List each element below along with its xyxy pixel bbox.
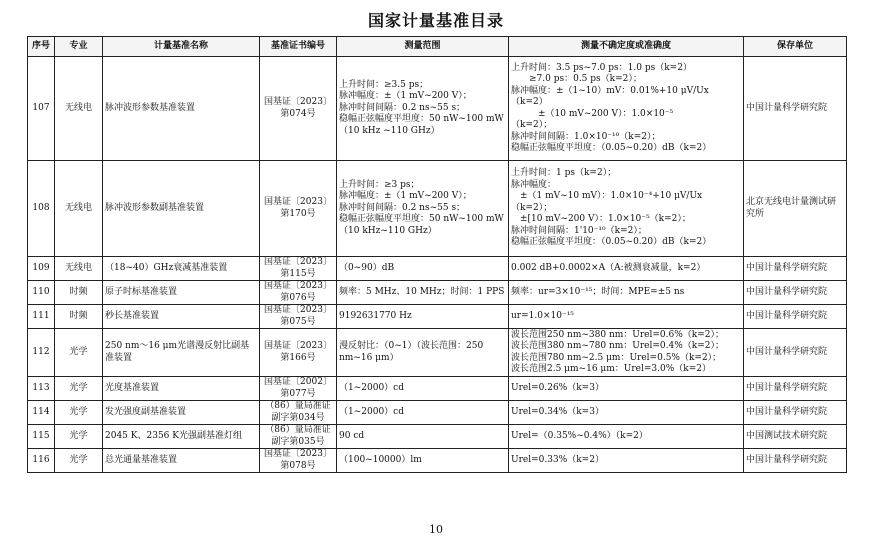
cell-name: 秒长基准装置 [103,305,260,329]
cell-cert [260,401,337,425]
cell-field: 无线电 [55,161,103,257]
cell-range [337,377,509,401]
header-no: 序号 [28,37,55,57]
cell-unit: 中国计量科学研究院 [744,401,847,425]
cell-uncertainty [509,425,744,449]
table-row [28,281,847,305]
cell-uncertainty [509,305,744,329]
cell-range-line: 脉冲时间间隔：0.2 ns~55 s； [339,202,466,213]
cell-cert [260,329,337,377]
cell-range [337,257,509,281]
cell-cert [260,377,337,401]
cell-range-line: （0~90）dB [339,262,395,273]
table-row [28,57,847,161]
cell-uncertainty-line: 稳幅正弦幅度平坦度：（0.05~0.20）dB（k=2） [511,143,712,153]
header-cert: 基准证书编号 [260,37,337,57]
cell-uncertainty-line: 上升时间：1 ps（k=2）； [511,168,617,179]
cell-range [337,329,509,377]
cell-uncertainty-line: Urel=0.33%（k=2） [511,454,604,465]
cell-range [337,281,509,305]
cell-cert-line: 第115号 [280,268,316,279]
cell-field: 光学 [55,449,103,473]
cell-unit: 中国计量科学研究院 [744,57,847,161]
cell-cert [260,257,337,281]
header-uncertainty: 测量不确定度或准确度 [509,37,744,57]
cell-range [337,305,509,329]
cell-range-line: 上升时间：≥3.5 ps； [339,79,429,90]
cell-uncertainty-line: 波长范围780 nm~2.5 μm：Urel=0.5%（k=2）； [511,352,722,363]
cell-cert [260,449,337,473]
cell-cert-line: 国基证〔2023〕 [264,341,332,351]
cell-uncertainty-line: ±（1 mV~10 mV）：1.0×10⁻⁴+10 μV/Ux [511,191,703,202]
cell-no: 109 [28,257,55,281]
cell-field: 光学 [55,425,103,449]
cell-cert [260,161,337,257]
cell-uncertainty [509,161,744,257]
cell-cert-line: 第076号 [280,292,316,303]
cell-uncertainty-line: 频率：ur=3×10⁻¹⁵；时间：MPE=±5 ns [511,286,685,297]
cell-uncertainty-line: ur=1.0×10⁻¹⁵ [511,310,574,321]
cell-unit: 中国计量科学研究院 [744,257,847,281]
cell-range-line: 漫反射比：（0~1）（波长范围：250 nm~16 μm） [339,341,484,363]
cell-no: 110 [28,281,55,305]
cell-range-line: 脉冲幅度：±（1 mV~200 V）； [339,91,472,102]
cell-name: 总光通量基准装置 [103,449,260,473]
cell-cert-line: 第170号 [280,208,316,219]
cell-range-line: （100~10000）lm [339,454,422,465]
cell-uncertainty-line: 稳幅正弦幅度平坦度：（0.05~0.20）dB（k=2） [511,237,712,248]
cell-cert-line: 国基证〔2023〕 [264,305,332,315]
cell-name: 脉冲波形参数副基准装置 [103,161,260,257]
cell-name: 250 nm～16 μm光谱漫反射比副基准装置 [103,329,260,377]
page-number: 10 [429,523,443,536]
cell-cert-line: 副字第035号 [271,436,325,447]
cell-cert-line: （86）量局准证 [265,425,331,435]
cell-name: 2045 K、2356 K光强副基准灯组 [103,425,260,449]
cell-range-line: 稳幅正弦幅度平坦度：50 nW~100 mW [339,214,504,225]
cell-range [337,57,509,161]
cell-cert-line: （86）量局准证 [265,401,331,411]
table-row [28,161,847,257]
cell-field: 无线电 [55,257,103,281]
cell-uncertainty [509,377,744,401]
cell-uncertainty-line: 波长范围250 nm~380 nm：Urel=0.6%（k=2）； [511,329,724,340]
table-row [28,305,847,329]
table-row [28,401,847,425]
cell-range [337,401,509,425]
cell-cert-line: 国基证〔2023〕 [264,197,332,207]
cell-uncertainty-line: Urel=（0.35%~0.4%）（k=2） [511,430,648,441]
header-unit: 保存单位 [744,37,847,57]
cell-cert [260,425,337,449]
cell-uncertainty-line: 脉冲时间间隔：1.0×10⁻¹⁰（k=2）； [511,131,661,142]
cell-uncertainty-line: ±[10 mV~200 V）：1.0×10⁻⁵（k=2）； [511,214,691,225]
cell-name: 光度基准装置 [103,377,260,401]
cell-cert-line: 国基证〔2002〕 [264,377,332,387]
cell-no: 116 [28,449,55,473]
header-name: 计量基准名称 [103,37,260,57]
table-row [28,329,847,377]
cell-uncertainty-line: 波长范围380 nm~780 nm：Urel=0.4%（k=2）； [511,341,724,351]
cell-name: 脉冲波形参数基准装置 [103,57,260,161]
cell-cert-line: 国基证〔2023〕 [264,281,332,291]
cell-uncertainty [509,281,744,305]
cell-uncertainty [509,329,744,377]
cell-cert-line: 第078号 [280,460,316,471]
header-field: 专业 [55,37,103,57]
cell-uncertainty-line: 脉冲幅度： [511,179,557,190]
cell-cert-line: 副字第034号 [271,412,325,423]
cell-field: 光学 [55,401,103,425]
cell-unit: 中国计量科学研究院 [744,305,847,329]
cell-field: 时频 [55,305,103,329]
cell-uncertainty-line: Urel=0.26%（k=3） [511,382,604,393]
cell-field: 光学 [55,377,103,401]
cell-no: 114 [28,401,55,425]
cell-unit: 中国计量科学研究院 [744,281,847,305]
cell-range-line: 脉冲幅度：±（1 mV~200 V）； [339,191,472,202]
cell-range-line: （1~2000）cd [339,382,404,393]
cell-cert-line: 第166号 [280,352,316,363]
cell-no: 111 [28,305,55,329]
cell-cert-line: 第075号 [280,316,316,327]
cell-no: 107 [28,57,55,161]
cell-unit: 中国计量科学研究院 [744,377,847,401]
cell-name: 原子时标基准装置 [103,281,260,305]
cell-uncertainty [509,57,744,161]
cell-name: 发光强度副基准装置 [103,401,260,425]
cell-range [337,449,509,473]
cell-uncertainty [509,257,744,281]
cell-unit: 中国测试技术研究院 [744,425,847,449]
cell-uncertainty [509,449,744,473]
cell-cert-line: 第074号 [280,108,316,119]
cell-uncertainty-line: Urel=0.34%（k=3） [511,406,604,417]
cell-field: 时频 [55,281,103,305]
cell-unit: 中国计量科学研究院 [744,449,847,473]
header-range: 测量范围 [337,37,509,57]
cell-uncertainty-line: 脉冲时间间隔：1'10⁻¹⁰（k=2）； [511,225,647,236]
cell-range-line: （1~2000）cd [339,406,404,417]
cell-range-line: 9192631770 Hz [339,310,412,321]
table-header-row [28,37,847,57]
table-row [28,377,847,401]
cell-uncertainty-line: （k=2）； [511,120,553,130]
cell-cert-line: 第077号 [280,388,316,399]
cell-uncertainty-line: 0.002 dB+0.0002×A（A:被测衰减量，k=2） [511,262,706,273]
table-row [28,257,847,281]
cell-uncertainty [509,401,744,425]
cell-cert [260,281,337,305]
cell-uncertainty-line: 脉冲幅度：±（1~10）mV：0.01%+10 μV/Ux [511,85,709,96]
cell-range-line: （10 kHz~110 GHz） [339,225,437,236]
cell-uncertainty-line: （k=2） [511,97,548,107]
cell-range-line: 90 cd [339,430,365,441]
cell-unit: 北京无线电计量测试研究所 [744,161,847,257]
cell-field: 光学 [55,329,103,377]
table-row [28,449,847,473]
cell-range-line: 脉冲时间间隔：0.2 ns~55 s； [339,102,466,113]
cell-range-line: 上升时间：≥3 ps； [339,179,420,190]
cell-uncertainty-line: ±（10 mV~200 V）：1.0×10⁻⁵ [511,108,674,119]
cell-uncertainty-line: ≥7.0 ps：0.5 ps（k=2）； [511,74,642,84]
cell-range-line: 频率：5 MHz、10 MHz；时间：1 PPS [339,286,505,297]
cell-field: 无线电 [55,57,103,161]
cell-uncertainty-line: 波长范围2.5 μm~16 μm：Urel=3.0%（k=2） [511,364,712,374]
cell-name: （18~40）GHz衰减基准装置 [103,257,260,281]
cell-cert [260,305,337,329]
cell-cert-line: 国基证〔2023〕 [264,97,332,107]
standards-table [27,36,847,473]
cell-no: 113 [28,377,55,401]
page-title: 国家计量基准目录 [367,11,504,30]
cell-range [337,161,509,257]
cell-cert-line: 国基证〔2023〕 [264,257,332,267]
cell-uncertainty-line: （k=2）； [511,202,553,213]
cell-cert-line: 国基证〔2023〕 [264,449,332,459]
cell-no: 108 [28,161,55,257]
cell-unit: 中国计量科学研究院 [744,329,847,377]
cell-uncertainty-line: 上升时间：3.5 ps~7.0 ps：1.0 ps（k=2） [511,62,692,73]
cell-range-line: 稳幅正弦幅度平坦度：50 nW~100 mW（10 kHz ~110 GHz） [339,114,504,136]
cell-no: 112 [28,329,55,377]
table-row [28,425,847,449]
cell-cert [260,57,337,161]
cell-range [337,425,509,449]
cell-no: 115 [28,425,55,449]
